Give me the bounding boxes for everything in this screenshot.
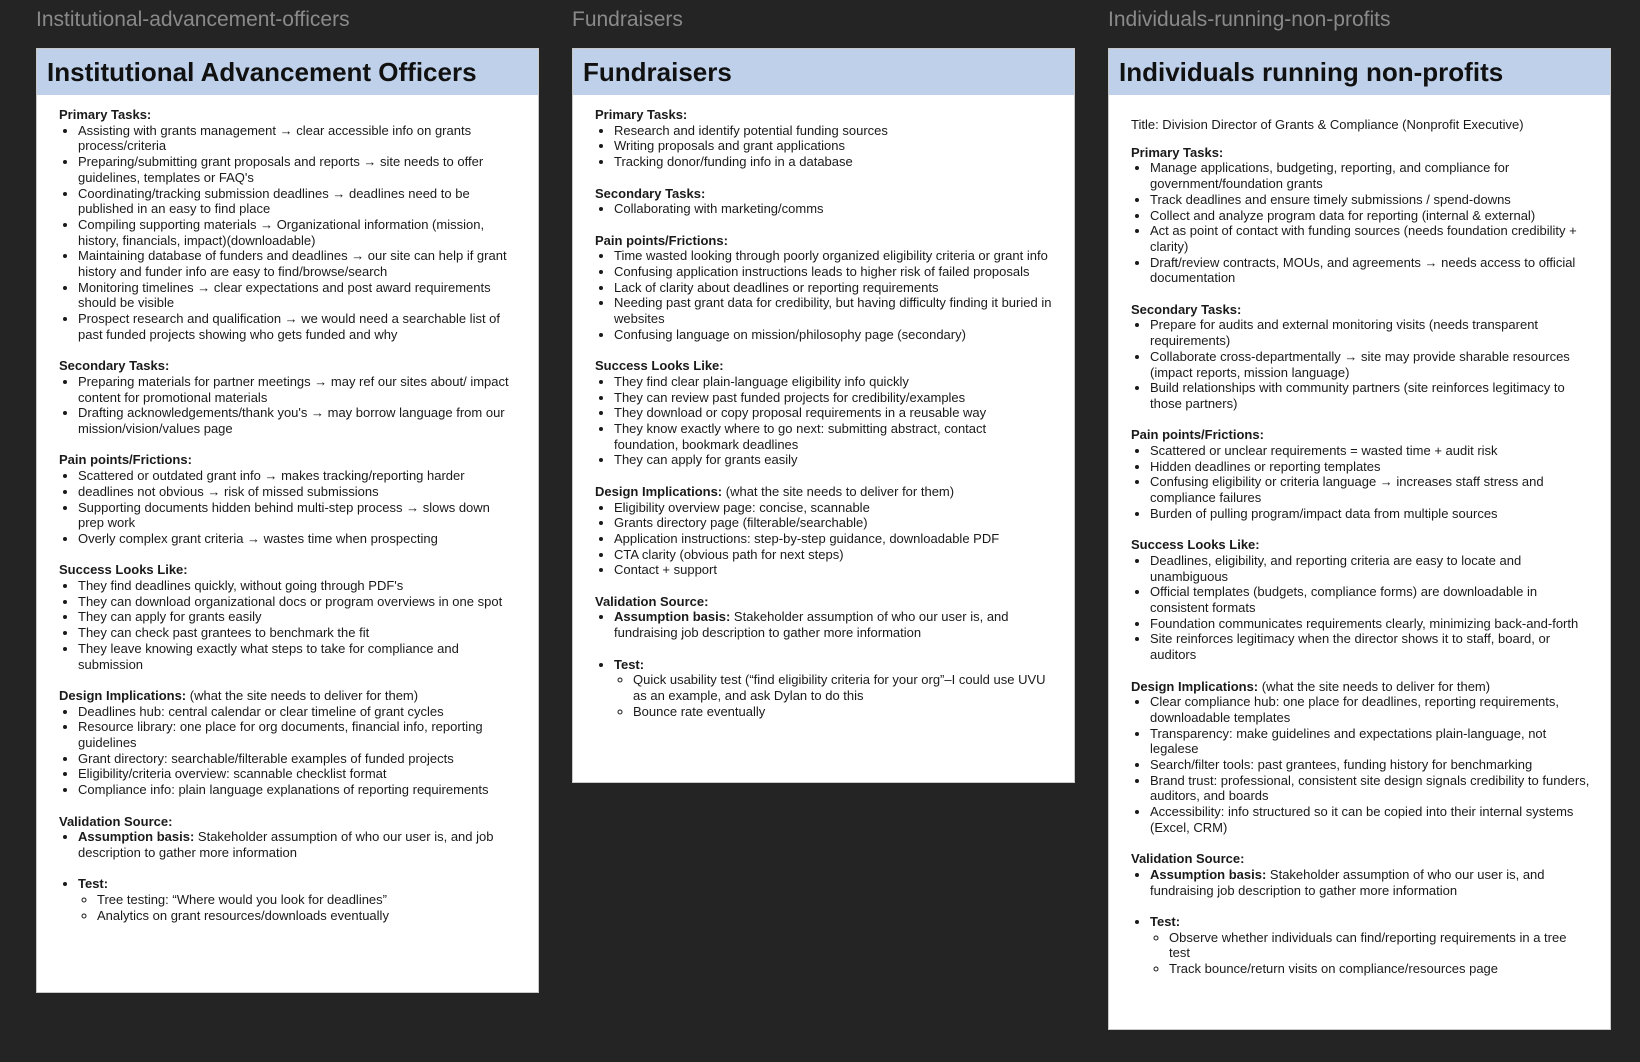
secondary-tasks-title-text: Secondary Tasks:	[59, 358, 170, 374]
design-implications-list	[1131, 694, 1590, 835]
validation-title: Validation Source:	[59, 813, 173, 829]
validation-section	[59, 814, 518, 924]
secondary-tasks-list	[59, 374, 518, 437]
primary-tasks-title	[595, 107, 1054, 123]
primary-tasks-item: • Track deadlines and ensure timely submissions / spend-downs	[1150, 192, 1590, 208]
secondary-tasks-item: • Collaborating with marketing/comms	[614, 201, 1054, 217]
frame-label-institutional[interactable]: Institutional-advancement-officers	[36, 8, 350, 31]
design-implications-item: • Grants directory page (filterable/searchable)	[614, 515, 1054, 531]
card-header: Individuals running non-profits	[1109, 49, 1610, 95]
success-section	[1131, 537, 1590, 663]
assumption-label: Assumption basis:	[1150, 866, 1267, 882]
success-list	[1131, 553, 1590, 663]
test-label: Test:	[78, 876, 109, 892]
validation-list	[59, 829, 518, 923]
pain-points-title-text: Pain points/Frictions:	[59, 452, 192, 468]
success-title-text: Success Looks Like:	[595, 358, 724, 374]
assumption-label: Assumption basis:	[78, 829, 195, 845]
validation-list	[595, 609, 1054, 719]
success-item: • Site reinforces legitimacy when the director shows it to staff, board, or auditors	[1150, 631, 1590, 662]
test-item	[614, 657, 1054, 720]
success-title	[1131, 537, 1590, 553]
pain-points-list	[595, 248, 1054, 342]
design-implications-item: • Compliance info: plain language explanations of reporting requirements	[78, 782, 518, 798]
card-header: Fundraisers	[573, 49, 1074, 95]
success-list	[59, 578, 518, 672]
primary-tasks-item: • Manage applications, budgeting, reporting, and compliance for government/foundation grants	[1150, 160, 1590, 191]
secondary-tasks-title	[59, 358, 518, 374]
design-implications-section	[595, 484, 1054, 578]
assumption-text: Stakeholder assumption of who our user is, and fundraising job description to gather more information	[614, 609, 1009, 641]
design-implications-item: • Resource library: one place for org documents, financial info, reporting guidelines	[78, 719, 518, 750]
success-item: • Deadlines, eligibility, and reporting criteria are easy to locate and unambiguous	[1150, 553, 1590, 584]
secondary-tasks-section	[595, 186, 1054, 217]
success-section	[59, 562, 518, 672]
test-sub-item: ◦ Track bounce/return visits on compliance/resources page	[1169, 961, 1590, 977]
test-list	[78, 892, 518, 923]
assumption-label: Assumption basis:	[614, 609, 731, 625]
primary-tasks-item: • Compiling supporting materials → Organizational information (mission, history, financials, impact)(downloadable)	[78, 217, 518, 248]
design-implications-title-text: Design Implications:	[1131, 678, 1259, 694]
success-item: • They can apply for grants easily	[614, 452, 1054, 468]
pain-points-title-text: Pain points/Frictions:	[595, 232, 728, 248]
primary-tasks-item: • Draft/review contracts, MOUs, and agreements → needs access to official documentation	[1150, 255, 1590, 286]
design-implications-title	[1131, 679, 1590, 695]
primary-tasks-item: • Preparing/submitting grant proposals and reports → site needs to offer guidelines, templates or FAQ's	[78, 154, 518, 185]
design-implications-section	[1131, 679, 1590, 836]
design-implications-item: • Eligibility/criteria overview: scannable checklist format	[78, 766, 518, 782]
secondary-tasks-item: • Collaborate cross-departmentally → site may provide sharable resources (impact reports, mission language)	[1150, 349, 1590, 380]
secondary-tasks-item: • Prepare for audits and external monitoring visits (needs transparent requirements)	[1150, 317, 1590, 348]
primary-tasks-list	[595, 123, 1054, 170]
design-implications-item: • Eligibility overview page: concise, scannable	[614, 500, 1054, 516]
design-implications-title-note: (what the site needs to deliver for them)	[722, 483, 955, 499]
test-list	[614, 672, 1054, 719]
primary-tasks-list	[1131, 160, 1590, 286]
pain-points-title-text: Pain points/Frictions:	[1131, 427, 1264, 443]
pain-points-title	[59, 452, 518, 468]
success-item: • They can check past grantees to benchmark the fit	[78, 625, 518, 641]
design-implications-list	[595, 500, 1054, 579]
assumption-text: Stakeholder assumption of who our user is, and job description to gather more information	[78, 829, 494, 860]
frame-label-fundraisers[interactable]: Fundraisers	[572, 8, 683, 31]
secondary-tasks-section	[1131, 302, 1590, 412]
secondary-tasks-title	[1131, 302, 1590, 318]
primary-tasks-item: • Tracking donor/funding info in a database	[614, 154, 1054, 170]
success-item: • They find clear plain-language eligibility info quickly	[614, 374, 1054, 390]
card-body	[1109, 95, 1610, 977]
design-implications-item: • Grant directory: searchable/filterable examples of funded projects	[78, 751, 518, 767]
card-header: Institutional Advancement Officers	[37, 49, 538, 95]
primary-tasks-title	[1131, 145, 1590, 161]
success-title	[595, 358, 1054, 374]
primary-tasks-item: • Research and identify potential funding sources	[614, 123, 1054, 139]
secondary-tasks-section	[59, 358, 518, 437]
validation-title: Validation Source:	[595, 593, 709, 609]
secondary-tasks-item: • Drafting acknowledgements/thank you's → may borrow language from our mission/vision/values page	[78, 405, 518, 436]
success-item: • They can apply for grants easily	[78, 609, 518, 625]
success-list	[595, 374, 1054, 468]
primary-tasks-title-text: Primary Tasks:	[59, 107, 152, 122]
pain-points-item: • Supporting documents hidden behind multi-step process → slows down prep work	[78, 500, 518, 531]
primary-tasks-list	[59, 123, 518, 343]
success-title-text: Success Looks Like:	[59, 562, 188, 578]
pain-points-title	[595, 233, 1054, 249]
design-implications-item: • Search/filter tools: past grantees, funding history for benchmarking	[1150, 757, 1590, 773]
pain-points-item: • Scattered or unclear requirements = wasted time + audit risk	[1150, 443, 1590, 459]
pain-points-item: • Confusing application instructions leads to higher risk of failed proposals	[614, 264, 1054, 280]
pain-points-title	[1131, 427, 1590, 443]
primary-tasks-section	[595, 107, 1054, 170]
design-implications-item: • Contact + support	[614, 562, 1054, 578]
card-fundraisers[interactable]	[572, 48, 1075, 783]
secondary-tasks-title-text: Secondary Tasks:	[595, 185, 706, 201]
card-institutional-advancement-officers[interactable]	[36, 48, 539, 993]
design-implications-title	[59, 688, 518, 704]
pain-points-item: • Confusing language on mission/philosophy page (secondary)	[614, 327, 1054, 343]
pain-points-item: • Time wasted looking through poorly organized eligibility criteria or grant info	[614, 248, 1054, 264]
validation-list	[1131, 867, 1590, 977]
test-label: Test:	[614, 656, 645, 672]
card-body	[37, 95, 538, 923]
design-implications-section	[59, 688, 518, 798]
primary-tasks-item: • Monitoring timelines → clear expectations and post award requirements should be visible	[78, 280, 518, 311]
primary-tasks-item: • Act as point of contact with funding sources (needs foundation credibility + clarity)	[1150, 223, 1590, 254]
secondary-tasks-title-text: Secondary Tasks:	[1131, 301, 1242, 317]
success-item: • They know exactly where to go next: submitting abstract, contact foundation, bookmark deadlines	[614, 421, 1054, 452]
assumption-item	[1150, 867, 1590, 898]
design-implications-title-note: (what the site needs to deliver for them)	[1258, 678, 1491, 694]
primary-tasks-item: • Collect and analyze program data for reporting (internal & external)	[1150, 208, 1590, 224]
assumption-item	[78, 829, 518, 860]
success-item: • They can review past funded projects for credibility/examples	[614, 390, 1054, 406]
primary-tasks-item: • Coordinating/tracking submission deadlines → deadlines need to be published in an easy to find place	[78, 186, 518, 217]
test-sub-item: ◦ Observe whether individuals can find/reporting requirements in a tree test	[1169, 930, 1590, 961]
frame-label-individuals[interactable]: Individuals-running-non-profits	[1108, 8, 1391, 31]
primary-tasks-item: • Prospect research and qualification → we would need a searchable list of past funded projects showing who gets funded and why	[78, 311, 518, 342]
success-item: • Official templates (budgets, compliance forms) are downloadable in consistent formats	[1150, 584, 1590, 615]
test-sub-item: ◦ Bounce rate eventually	[633, 704, 1054, 720]
success-title-text: Success Looks Like:	[1131, 537, 1260, 553]
primary-tasks-title-text: Primary Tasks:	[1131, 144, 1224, 160]
secondary-tasks-item: • Preparing materials for partner meetings → may ref our sites about/ impact content for promotional materials	[78, 374, 518, 405]
primary-tasks-item: • Maintaining database of funders and deadlines → our site can help if grant history and funder info are easy to find/browse/search	[78, 248, 518, 279]
pain-points-item: • Confusing eligibility or criteria language → increases staff stress and compliance failures	[1150, 474, 1590, 505]
pain-points-list	[59, 468, 518, 547]
primary-tasks-title	[59, 107, 518, 123]
success-item: • They download or copy proposal requirements in a reusable way	[614, 405, 1054, 421]
primary-tasks-item: • Writing proposals and grant applications	[614, 138, 1054, 154]
secondary-tasks-list	[1131, 317, 1590, 411]
secondary-tasks-title	[595, 186, 1054, 202]
success-section	[595, 358, 1054, 468]
pain-points-section	[1131, 427, 1590, 521]
design-implications-item: • Transparency: make guidelines and expectations plain-language, not legalese	[1150, 726, 1590, 757]
success-item: • Foundation communicates requirements clearly, minimizing back-and-forth	[1150, 616, 1590, 632]
success-title	[59, 562, 518, 578]
pain-points-section	[595, 233, 1054, 343]
test-label: Test:	[1150, 914, 1181, 930]
pain-points-item: • deadlines not obvious → risk of missed submissions	[78, 484, 518, 500]
primary-tasks-section	[1131, 145, 1590, 286]
pain-points-item: • Burden of pulling program/impact data from multiple sources	[1150, 506, 1590, 522]
pain-points-list	[1131, 443, 1590, 522]
test-sub-item: ◦ Analytics on grant resources/downloads eventually	[97, 908, 518, 924]
primary-tasks-section	[59, 107, 518, 343]
design-implications-title-text: Design Implications:	[595, 483, 723, 499]
test-sub-item: ◦ Quick usability test (“find eligibility criteria for your org”–I could use UVU as an example, and ask Dylan to do this	[633, 672, 1054, 703]
test-item	[78, 876, 518, 923]
card-individuals-running-non-profits[interactable]	[1108, 48, 1611, 1030]
secondary-tasks-item: • Build relationships with community partners (site reinforces legitimacy to those partners)	[1150, 380, 1590, 411]
primary-tasks-item: • Assisting with grants management → clear accessible info on grants process/criteria	[78, 123, 518, 154]
assumption-text: Stakeholder assumption of who our user is, and fundraising job description to gather more information	[1150, 866, 1545, 898]
test-item	[1150, 914, 1590, 977]
design-implications-list	[59, 704, 518, 798]
design-implications-title-text: Design Implications:	[59, 687, 187, 703]
design-implications-item: • Application instructions: step-by-step guidance, downloadable PDF	[614, 531, 1054, 547]
success-item: • They leave knowing exactly what steps to take for compliance and submission	[78, 641, 518, 672]
pain-points-item: • Needing past grant data for credibility, but having difficulty finding it buried in websites	[614, 295, 1054, 326]
card-body	[573, 95, 1074, 719]
design-implications-item: • Brand trust: professional, consistent site design signals credibility to funders, auditors, and boards	[1150, 773, 1590, 804]
success-item: • They find deadlines quickly, without going through PDF's	[78, 578, 518, 594]
validation-section	[595, 594, 1054, 720]
design-implications-item: • Accessibility: info structured so it can be copied into their internal systems (Excel, CRM)	[1150, 804, 1590, 835]
test-list	[1150, 930, 1590, 977]
success-item: • They can download organizational docs or program overviews in one spot	[78, 594, 518, 610]
test-sub-item: ◦ Tree testing: “Where would you look for deadlines”	[97, 892, 518, 908]
secondary-tasks-list	[595, 201, 1054, 217]
pain-points-item: • Overly complex grant criteria → wastes time when prospecting	[78, 531, 518, 547]
primary-tasks-title-text: Primary Tasks:	[595, 107, 688, 122]
pain-points-item: • Lack of clarity about deadlines or reporting requirements	[614, 280, 1054, 296]
assumption-item	[614, 609, 1054, 640]
pain-points-section	[59, 452, 518, 546]
validation-title: Validation Source:	[1131, 851, 1245, 867]
pain-points-item: • Hidden deadlines or reporting templates	[1150, 459, 1590, 475]
design-implications-item: • Deadlines hub: central calendar or clear timeline of grant cycles	[78, 704, 518, 720]
persona-title: Title: Division Director of Grants & Compliance (Nonprofit Executive)	[1131, 117, 1524, 132]
design-implications-title	[595, 484, 1054, 500]
design-implications-item: • CTA clarity (obvious path for next steps)	[614, 547, 1054, 563]
design-implications-title-note: (what the site needs to deliver for them)	[186, 687, 419, 703]
design-implications-item: • Clear compliance hub: one place for deadlines, reporting requirements, downloadable templates	[1150, 694, 1590, 725]
validation-section	[1131, 851, 1590, 977]
pain-points-item: • Scattered or outdated grant info → makes tracking/reporting harder	[78, 468, 518, 484]
